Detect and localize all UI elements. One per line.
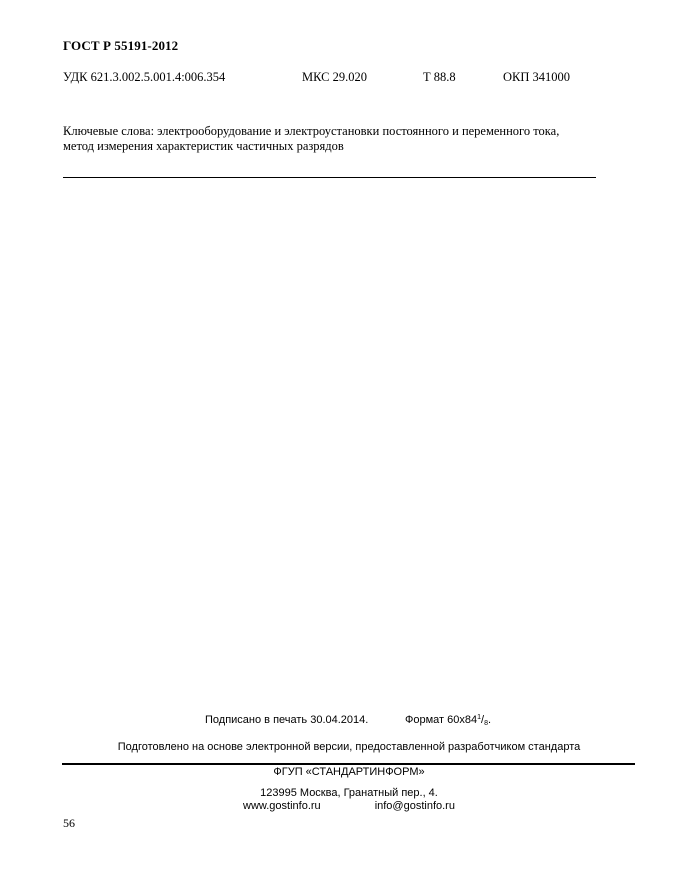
- mks-code: МКС 29.020: [302, 70, 367, 84]
- udk-code: УДК 621.3.002.5.001.4:006.354: [63, 70, 226, 84]
- address-text: 123995 Москва, Гранатный пер., 4.: [260, 787, 438, 799]
- format-denominator: 8: [484, 720, 488, 727]
- format-prefix: Формат 60х84: [405, 714, 478, 726]
- imprint-divider: [62, 763, 635, 765]
- format-slash: /: [481, 714, 485, 726]
- standard-code: ГОСТ Р 55191-2012: [63, 38, 179, 53]
- section-divider: [63, 177, 596, 178]
- publisher: [0, 766, 680, 778]
- publisher-name: ФГУП «СТАНДАРТИНФОРМ»: [273, 766, 425, 778]
- format-numerator: 1: [477, 714, 482, 721]
- print-format: [405, 714, 491, 726]
- format-end: .: [487, 714, 492, 726]
- keywords-line-1: Ключевые слова: электрооборудование и электроустановки постоянного и переменного тока,: [63, 124, 560, 138]
- page-number: 56: [63, 816, 75, 830]
- publisher-address: [0, 787, 680, 799]
- prepared-note: [0, 741, 680, 753]
- publisher-contacts: [0, 800, 680, 812]
- okp-code: ОКП 341000: [503, 70, 571, 84]
- prepared-text: Подготовлено на основе электронной версии, предоставленной разработчиком стандарта: [117, 741, 581, 753]
- t-code: Т 88.8: [423, 70, 456, 84]
- keywords-line-2: метод измерения характеристик частичных разрядов: [63, 139, 344, 153]
- signed-date: Подписано в печать 30.04.2014.: [205, 714, 369, 726]
- keywords-block: [63, 124, 623, 154]
- website-link[interactable]: www.gostinfo.ru: [243, 800, 321, 812]
- email-link[interactable]: info@gostinfo.ru: [374, 800, 455, 812]
